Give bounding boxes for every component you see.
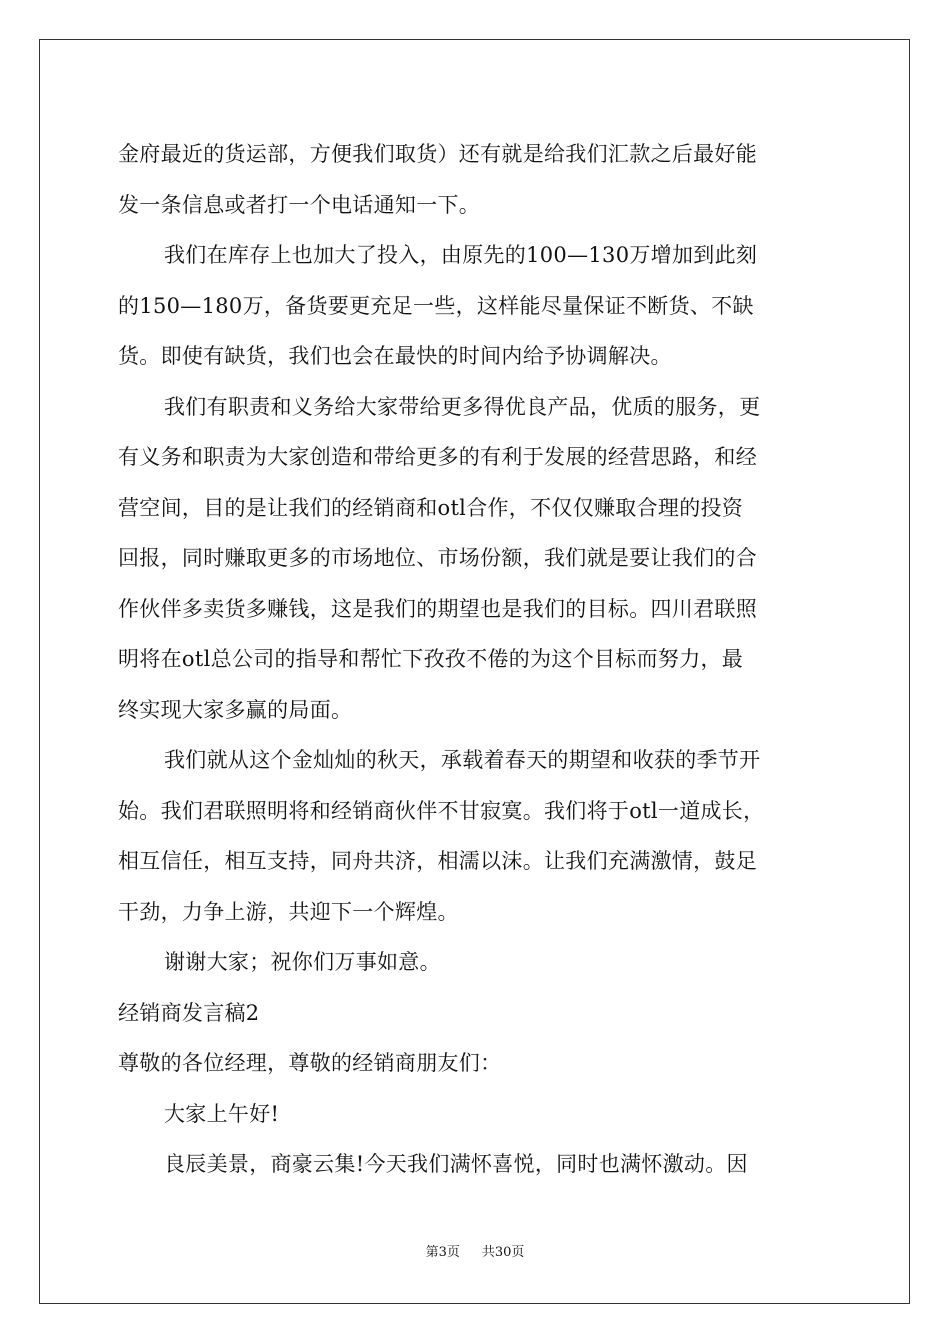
text-line: 我们有职责和义务给大家带给更多得优良产品，优质的服务，更	[164, 394, 761, 419]
text-line: 有义务和职责为大家创造和带给更多的有利于发展的经营思路，和经	[118, 445, 757, 469]
page-total: 共30页	[481, 1245, 525, 1260]
page-footer	[0, 1245, 950, 1261]
text-line: 干劲，力争上游，共迎下一个辉煌。	[118, 899, 459, 924]
text-line: 明将在otl总公司的指导和帮忙下孜孜不倦的为这个目标而努力，最	[118, 647, 744, 671]
text-line: 货。即使有缺货，我们也会在最快的时间内给予协调解决。	[118, 344, 672, 368]
text-line: 我们就从这个金灿灿的秋天，承载着春天的期望和收获的季节开	[164, 748, 761, 772]
text-line: 良辰美景，商豪云集!今天我们满怀喜悦，同时也满怀激动。因	[164, 1152, 748, 1176]
greeting: 大家上午好!	[164, 1101, 280, 1126]
text-line: 金府最近的货运部，方便我们取货）还有就是给我们汇款之后最好能	[118, 142, 757, 166]
text-line: 发一条信息或者打一个电话通知一下。	[118, 192, 481, 217]
text-line: 营空间，目的是让我们的经销商和otl合作，不仅仅赚取合理的投资	[118, 495, 744, 520]
text-line: 作伙伴多卖货多赚钱，这是我们的期望也是我们的目标。四川君联照	[118, 596, 757, 621]
page-number: 第3页	[425, 1245, 460, 1260]
document-body	[118, 129, 834, 1190]
section-heading: 经销商发言稿2	[118, 1000, 260, 1025]
text-line: 终实现大家多赢的局面。	[118, 697, 353, 722]
text-line: 谢谢大家；祝你们万事如意。	[164, 950, 441, 974]
text-line: 回报，同时赚取更多的市场地位、市场份额，我们就是要让我们的合	[118, 546, 757, 570]
salutation: 尊敬的各位经理，尊敬的经销商朋友们：	[118, 1051, 502, 1075]
text-line: 我们在库存上也加大了投入，由原先的100—130万增加到此刻	[164, 243, 758, 267]
text-line: 始。我们君联照明将和经销商伙伴不甘寂寞。我们将于otl一道成长，	[118, 798, 765, 823]
text-line: 相互信任，相互支持，同舟共济，相濡以沫。让我们充满激情，鼓足	[118, 849, 757, 873]
text-line: 的150—180万，备货要更充足一些，这样能尽量保证不断货、不缺	[118, 293, 754, 318]
